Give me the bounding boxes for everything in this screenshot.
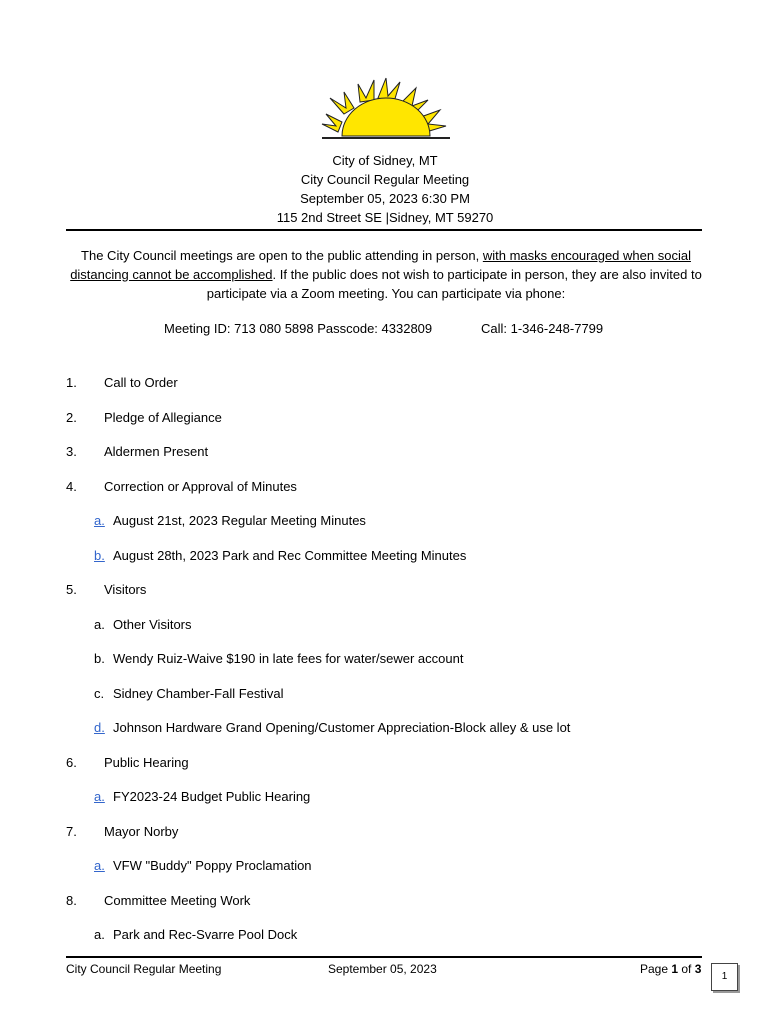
agenda-subitem-letter: b. — [94, 651, 105, 666]
page-total: 3 — [694, 962, 702, 976]
agenda-label: Public Hearing — [104, 755, 189, 770]
agenda-subitem-link[interactable]: a. — [94, 789, 105, 804]
intro-text-2: . If the public does not wish to participate in person, they are also invited to participate via a Zoom meeting. You can participate via phone: — [206, 267, 702, 301]
intro-paragraph — [66, 246, 706, 303]
agenda-subitem-label: Other Visitors — [113, 617, 192, 632]
agenda-subitem-letter: c. — [94, 686, 105, 701]
agenda-number: 2. — [66, 410, 77, 425]
agenda-subitem-link[interactable]: a. — [94, 513, 105, 528]
agenda-number: 6. — [66, 755, 77, 770]
agenda-number: 5. — [66, 582, 77, 597]
meeting-call: Call: 1-346-248-7799 — [481, 321, 604, 336]
agenda-subitem-letter: a. — [94, 617, 105, 632]
header-city: City of Sidney, MT — [332, 153, 438, 168]
agenda-number: 3. — [66, 444, 77, 459]
agenda-subitem-label: Wendy Ruiz-Waive $190 in late fees for water/sewer account — [113, 651, 464, 666]
agenda-subitem-letter: a. — [94, 927, 105, 942]
agenda-subitem-label: FY2023-24 Budget Public Hearing — [113, 789, 311, 804]
agenda-number: 1. — [66, 375, 77, 390]
header-address: 115 2nd Street SE |Sidney, MT 59270 — [276, 210, 494, 225]
agenda-number: 8. — [66, 893, 77, 908]
header-rule — [66, 229, 702, 231]
agenda-label: Pledge of Allegiance — [104, 410, 222, 425]
agenda-label: Committee Meeting Work — [104, 893, 251, 908]
agenda-label: Visitors — [104, 582, 147, 597]
agenda-subitem-label: Johnson Hardware Grand Opening/Customer Appreciation-Block alley & use lot — [113, 720, 571, 735]
agenda-subitem-link[interactable]: b. — [94, 548, 105, 563]
footer-rule — [66, 956, 702, 958]
meeting-id-passcode: Meeting ID: 713 080 5898 Passcode: 4332809 — [164, 321, 433, 336]
agenda-label: Aldermen Present — [104, 444, 209, 459]
page-of: of — [678, 962, 695, 976]
agenda-label: Correction or Approval of Minutes — [104, 479, 297, 494]
header-meeting-type: City Council Regular Meeting — [300, 172, 470, 187]
agenda-subitem-label: August 21st, 2023 Regular Meeting Minutes — [113, 513, 366, 528]
agenda-label: Mayor Norby — [104, 824, 179, 839]
page-prefix: Page — [640, 962, 672, 976]
agenda-subitem-link[interactable]: a. — [94, 858, 105, 873]
footer-title: City Council Regular Meeting — [66, 962, 222, 976]
intro-text-1: The City Council meetings are open to the public attending in person, — [81, 248, 483, 263]
footer-date: September 05, 2023 — [328, 962, 437, 976]
header-date: September 05, 2023 6:30 PM — [300, 191, 470, 206]
page-badge: 1 — [711, 963, 738, 991]
agenda-subitem-label: Sidney Chamber-Fall Festival — [113, 686, 284, 701]
agenda-number: 7. — [66, 824, 77, 839]
sun-logo — [320, 74, 452, 144]
intro-masks-note: with masks encouraged when social distancing cannot be accomplished — [70, 248, 691, 282]
agenda-subitem-label: August 28th, 2023 Park and Rec Committee Meeting Minutes — [113, 548, 467, 563]
agenda-subitem-label: VFW "Buddy" Poppy Proclamation — [113, 858, 312, 873]
agenda-subitem-link[interactable]: d. — [94, 720, 105, 735]
agenda-number: 4. — [66, 479, 77, 494]
agenda-subitem-label: Park and Rec-Svarre Pool Dock — [113, 927, 298, 942]
page-current: 1 — [671, 962, 679, 976]
agenda-label: Call to Order — [104, 375, 178, 390]
footer-page-number — [640, 962, 701, 976]
